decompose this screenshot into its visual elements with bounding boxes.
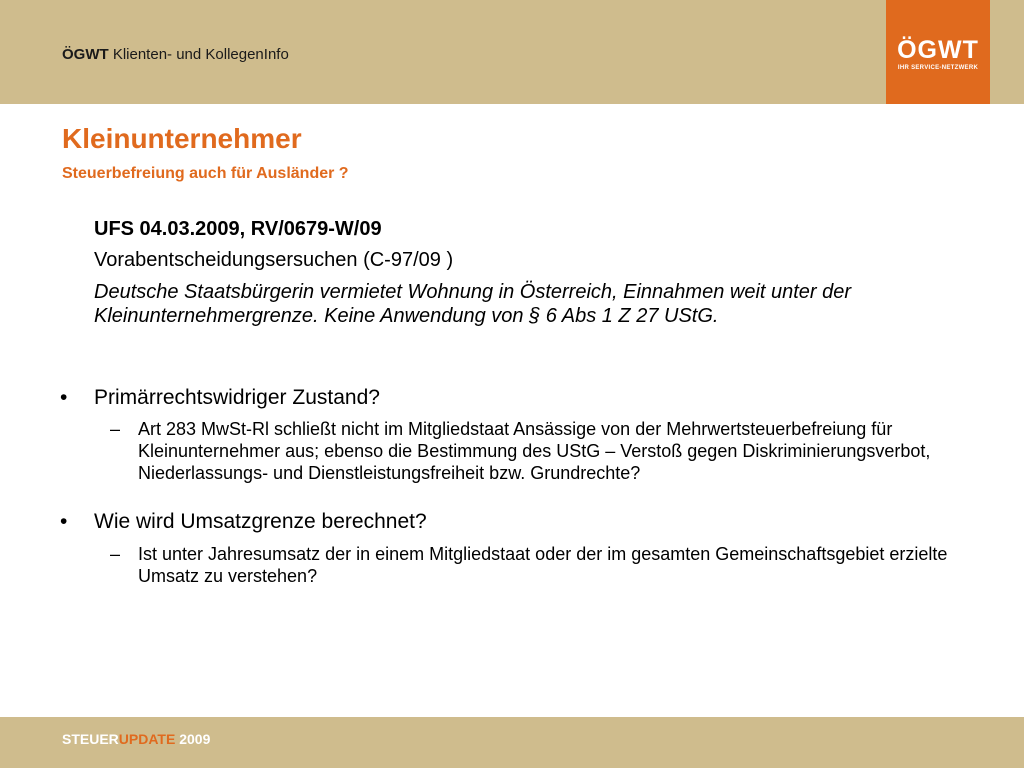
sub-bullet-text: Art 283 MwSt-Rl schließt nicht im Mitgliedstaat Ansässige von der Mehrwertsteuerbefreiung für Kleinunternehmer aus; ebenso die Bestimmung des UStG – Verstoß gegen Diskriminierungsverbot, Niederlassungs- und Dienstleistungsfreiheit bzw. Grundrechte? [138,419,931,483]
footer-band [0,717,1024,768]
bullet-text: Wie wird Umsatzgrenze berechnet? [94,510,427,533]
header-title-text: Klienten- und KollegenInfo [112,46,289,63]
footer-part-year: 2009 [175,731,211,747]
footer-label [62,731,210,747]
header-title [62,46,289,63]
sub-bullet-mark: – [110,419,121,439]
case-procedure: Vorabentscheidungsersuchen (C-97/09 ) [94,249,454,271]
footer-part-steuer: STEUER [62,731,119,747]
header-brand: ÖGWT [62,46,109,63]
slide-subtitle: Steuerbefreiung auch für Ausländer ? [62,165,349,182]
header-band [0,0,1024,104]
bullet-mark: • [60,386,68,409]
case-reference: UFS 04.03.2009, RV/0679-W/09 [94,218,382,240]
oegwt-logo [886,0,990,104]
sub-bullet-text: Ist unter Jahresumsatz der in einem Mitgliedstaat oder der im gesamten Gemeinschaftsgebiet erzielte Umsatz zu verstehen? [138,544,948,586]
bullet-text: Primärrechtswidriger Zustand? [94,386,380,409]
logo-tagline: IHR SERVICE-NETZWERK [897,65,979,71]
sub-bullet-mark: – [110,544,121,564]
case-description: Deutsche Staatsbürgerin vermietet Wohnung in Österreich, Einnahmen weit unter der Kleinunternehmergrenze. Keine Anwendung von § 6 Abs 1 Z 27 UStG. [94,281,852,327]
footer-part-update: UPDATE [118,731,176,747]
bullet-mark: • [60,510,68,533]
logo-wordmark: ÖGWT [897,36,979,64]
slide-title: Kleinunternehmer [62,123,302,154]
